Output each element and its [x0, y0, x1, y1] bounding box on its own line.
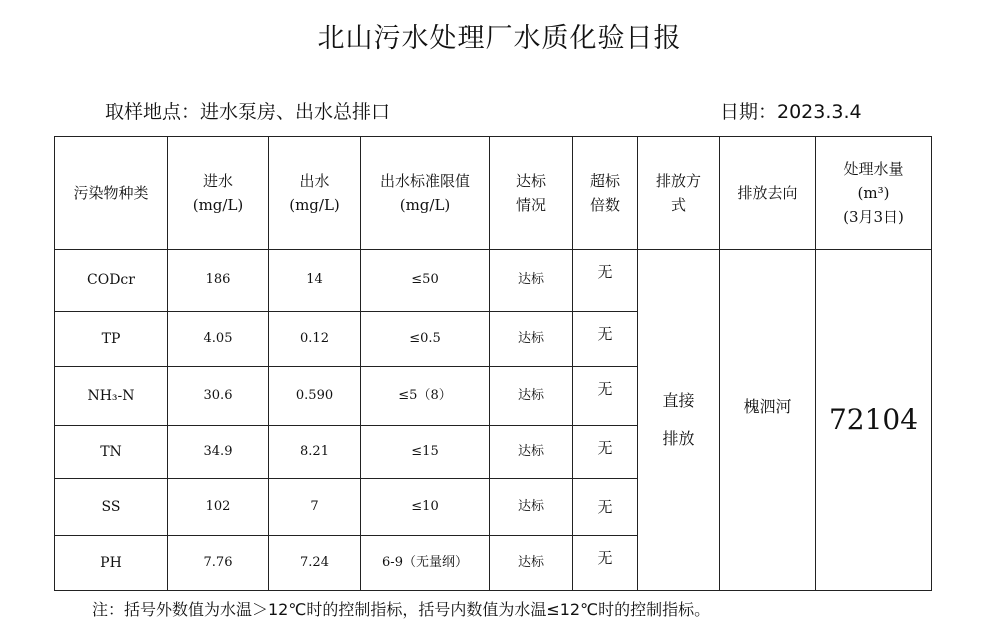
exceed-value: 无 [573, 426, 638, 479]
status-value: 达标 [490, 426, 573, 479]
status-value: 达标 [490, 250, 573, 312]
header-exceed-line1: 超标 [589, 172, 620, 190]
footnote: 注：括号外数值为水温＞12℃时的控制指标，括号内数值为水温≤12℃时的控制指标。 [92, 600, 711, 619]
discharge-method-line1: 直接 [662, 390, 695, 410]
treated-volume: 72104 [816, 250, 932, 591]
outflow-value: 7.24 [269, 536, 361, 591]
inflow-value: 30.6 [168, 367, 269, 426]
pollutant-name: TN [55, 426, 168, 479]
header-method-line1: 排放方 [655, 172, 701, 190]
water-quality-table [54, 136, 932, 591]
outflow-value: 7 [269, 479, 361, 536]
pollutant-name: SS [55, 479, 168, 536]
outflow-value: 8.21 [269, 426, 361, 479]
header-volume-unit: (m³) [857, 184, 890, 202]
header-outflow-unit: (mg/L) [289, 196, 340, 214]
status-value: 达标 [490, 312, 573, 367]
header-status-line2: 情况 [515, 196, 546, 214]
report-date: 日期：2023.3.4 [720, 101, 862, 123]
header-volume [816, 137, 932, 250]
limit-value: ≤0.5 [361, 312, 490, 367]
limit-value: ≤15 [361, 426, 490, 479]
header-status-line1: 达标 [515, 172, 546, 190]
table-header-row [55, 137, 932, 250]
outflow-value: 0.590 [269, 367, 361, 426]
exceed-value: 无 [573, 250, 638, 312]
discharge-method-line2: 排放 [662, 429, 695, 448]
pollutant-name: TP [55, 312, 168, 367]
inflow-value: 34.9 [168, 426, 269, 479]
header-method-line2: 式 [670, 196, 686, 214]
outflow-value: 0.12 [269, 312, 361, 367]
outflow-value: 14 [269, 250, 361, 312]
discharge-method [638, 250, 720, 591]
inflow-value: 4.05 [168, 312, 269, 367]
limit-value: ≤10 [361, 479, 490, 536]
header-volume-date: (3月3日) [843, 208, 904, 226]
header-outflow [269, 137, 361, 250]
report-title: 北山污水处理厂水质化验日报 [317, 23, 682, 54]
pollutant-name: NH₃-N [55, 367, 168, 426]
header-destination-label: 排放去向 [737, 184, 798, 202]
table-row [55, 250, 932, 312]
status-value: 达标 [490, 367, 573, 426]
header-limit [361, 137, 490, 250]
exceed-value: 无 [573, 479, 638, 536]
limit-value: ≤50 [361, 250, 490, 312]
sampling-location: 取样地点：进水泵房、出水总排口 [105, 101, 391, 123]
pollutant-name: PH [55, 536, 168, 591]
header-inflow [168, 137, 269, 250]
header-exceed-line2: 倍数 [589, 196, 620, 214]
limit-value: 6-9（无量纲） [361, 536, 490, 591]
exceed-value: 无 [573, 312, 638, 367]
inflow-value: 7.76 [168, 536, 269, 591]
header-inflow-unit: (mg/L) [192, 196, 244, 214]
header-exceed [573, 137, 638, 250]
header-pollutant-label: 污染物种类 [73, 184, 149, 202]
pollutant-name: CODcr [55, 250, 168, 312]
exceed-value: 无 [573, 536, 638, 591]
status-value: 达标 [490, 536, 573, 591]
header-outflow-label: 出水 [299, 172, 330, 190]
header-limit-unit: (mg/L) [399, 196, 451, 214]
inflow-value: 102 [168, 479, 269, 536]
header-pollutant [55, 137, 168, 250]
header-destination [720, 137, 816, 250]
status-value: 达标 [490, 479, 573, 536]
limit-value: ≤5（8） [361, 367, 490, 426]
header-limit-label: 出水标准限值 [379, 172, 470, 190]
header-status [490, 137, 573, 250]
exceed-value: 无 [573, 367, 638, 426]
header-method [638, 137, 720, 250]
header-inflow-label: 进水 [202, 172, 233, 190]
discharge-destination: 槐泗河 [720, 250, 816, 591]
inflow-value: 186 [168, 250, 269, 312]
header-volume-label: 处理水量 [843, 160, 904, 178]
